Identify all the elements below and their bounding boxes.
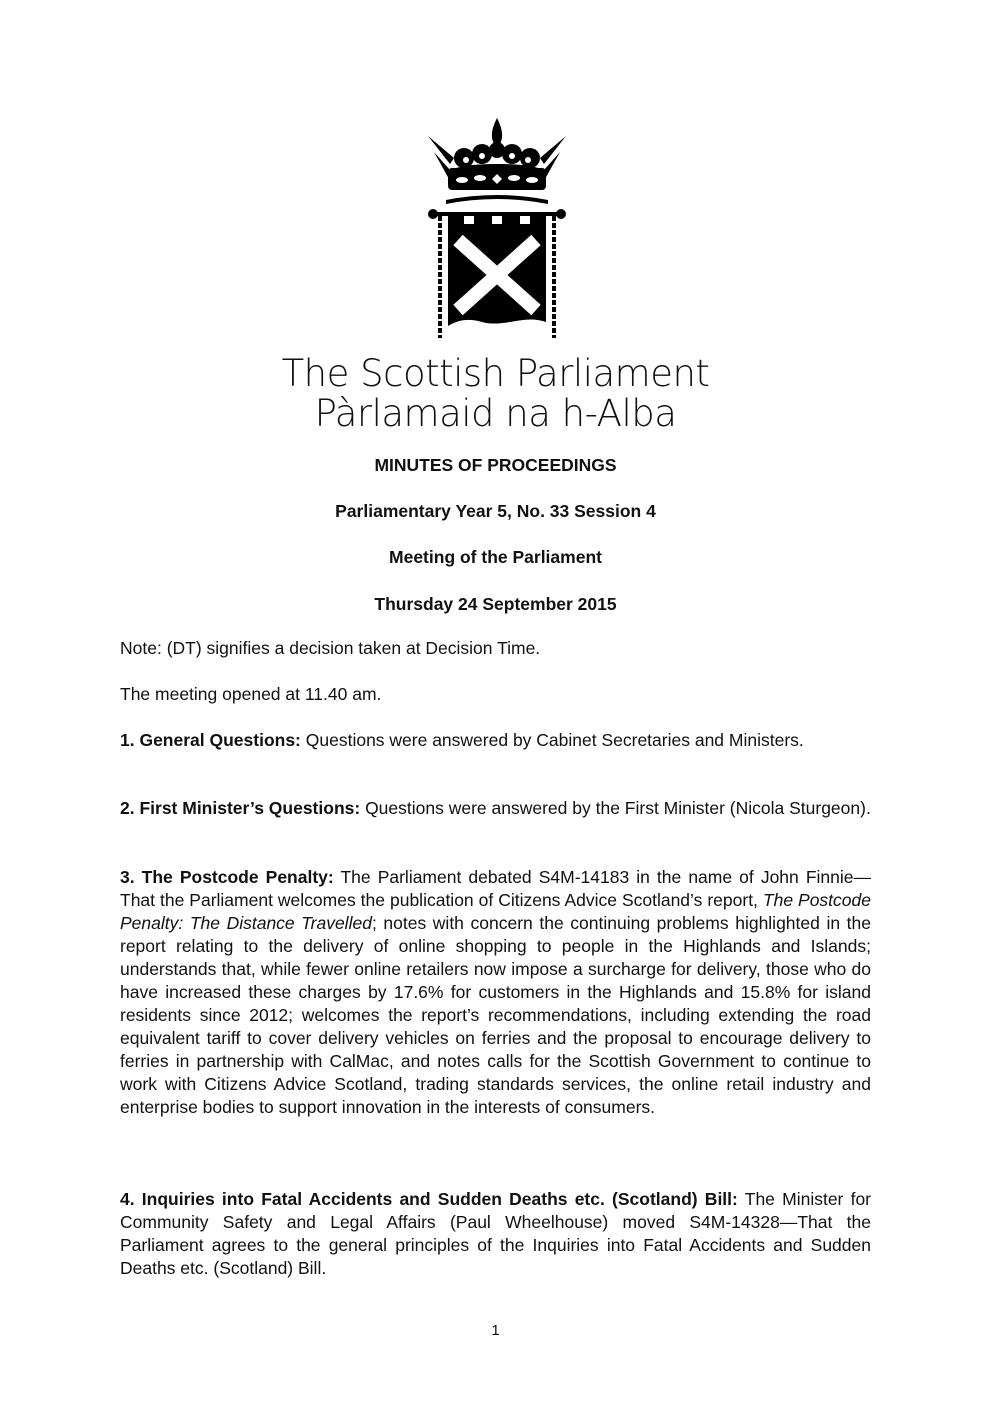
item-body-continued: ; notes with concern the continuing problems highlighted in the report relating to the delivery of online shopping to people in the Highlands and Islands; understands that, while fewer online retailers now impose a surcharge for delivery, those who do have increased these charges by 17.6% for customers in the Highlands and 15.8% for island residents since 2012; welcomes the report’s recommendations, including extending the road equivalent tariff to cover delivery vehicles on ferries and the proposal to encourage delivery to ferries in partnership with CalMac, and notes calls for the Scottish Government to continue to work with Citizens Advice Scotland, trading standards services, the online retail industry and enterprise bodies to support innovation in the interests of consumers. — [120, 913, 871, 1117]
item-heading: 1. General Questions: — [120, 730, 301, 750]
meeting-title: Meeting of the Parliament — [389, 547, 602, 567]
meeting-date: Thursday 24 September 2015 — [374, 594, 617, 614]
item-first-ministers-questions — [120, 797, 871, 820]
wordmark-english: The Scottish Parliament — [281, 352, 710, 395]
item-heading: 4. Inquiries into Fatal Accidents and Sudden Deaths etc. (Scotland) Bill: — [120, 1189, 738, 1209]
page-number: 1 — [491, 1322, 500, 1339]
item-fatal-accidents-bill — [120, 1188, 871, 1280]
item-postcode-penalty — [120, 866, 871, 1119]
item-body: The Parliament debated S4M-14183 in the name of John Finnie—That the Parliament welcomes the publication of Citizens Advice Scotland’s report, — [120, 867, 871, 910]
wordmark-gaelic: Pàrlamaid na h-Alba — [314, 392, 677, 435]
decision-time-note: Note: (DT) signifies a decision taken at Decision Time. — [120, 638, 541, 658]
meeting-opened: The meeting opened at 11.40 am. — [120, 684, 382, 704]
item-heading: 2. First Minister’s Questions: — [120, 798, 361, 818]
document-title: MINUTES OF PROCEEDINGS — [374, 455, 617, 475]
item-heading: 3. The Postcode Penalty: — [120, 867, 334, 887]
item-body: The Minister for Community Safety and Legal Affairs (Paul Wheelhouse) moved S4M-14328—That the Parliament agrees to the general principles of the Inquiries into Fatal Accidents and Sudden Deaths etc. (Scotland) Bill. — [120, 1189, 872, 1278]
item-general-questions — [120, 729, 871, 752]
scottish-parliament-crest-icon — [424, 116, 570, 338]
item-body: Questions were answered by Cabinet Secretaries and Ministers. — [300, 730, 804, 750]
item-body: Questions were answered by the First Minister (Nicola Sturgeon). — [360, 798, 871, 818]
report-title: The Postcode Penalty: The Distance Travelled — [120, 890, 871, 933]
parliamentary-year: Parliamentary Year 5, No. 33 Session 4 — [335, 501, 656, 521]
